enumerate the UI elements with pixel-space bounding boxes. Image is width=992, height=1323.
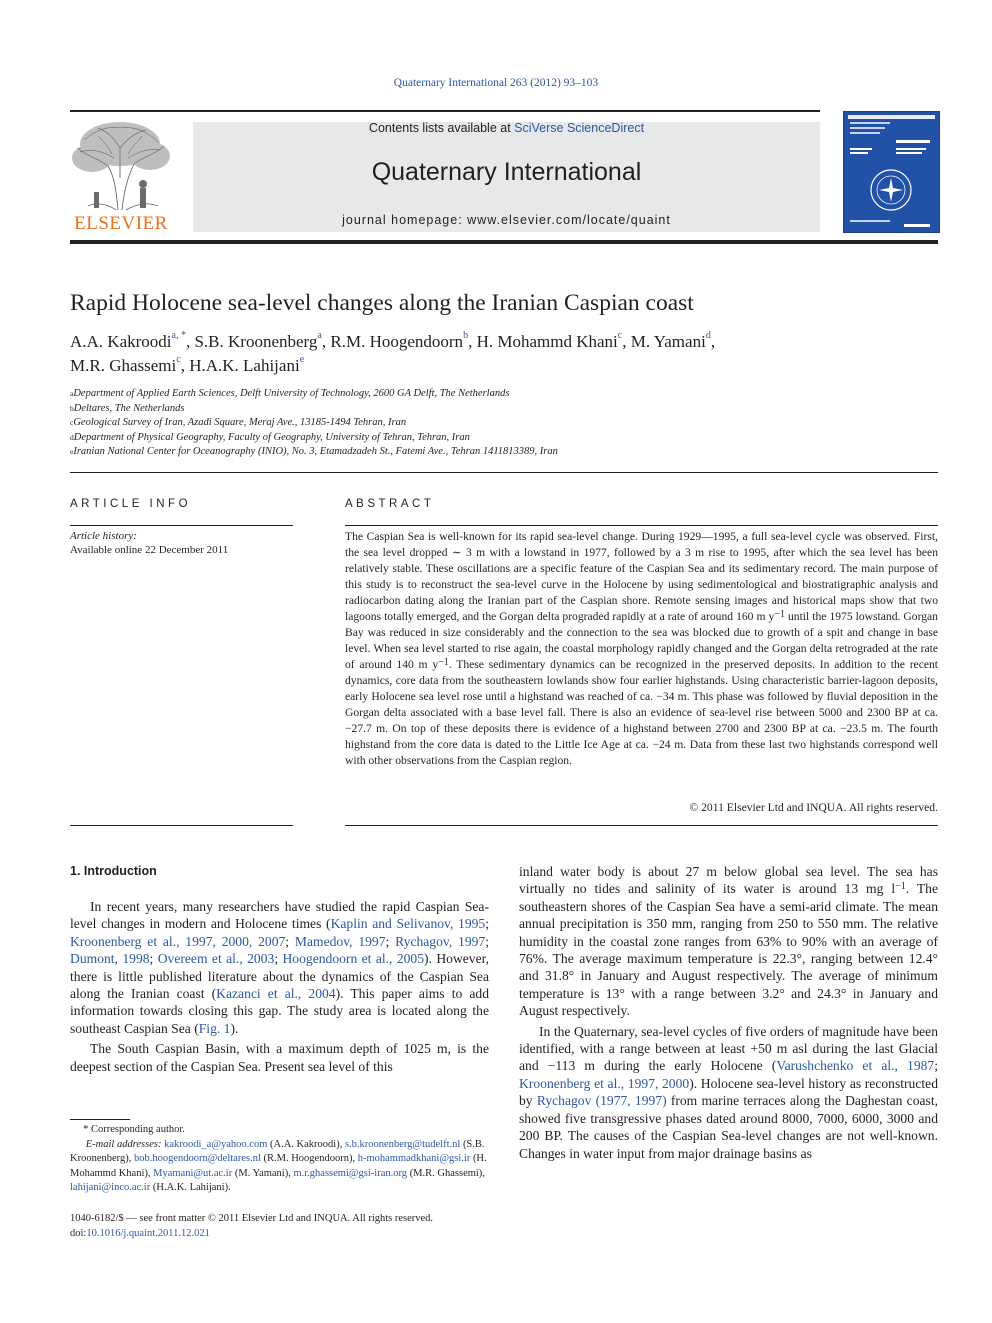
- citation-link[interactable]: Kazanci et al., 2004: [216, 986, 336, 1002]
- paragraph: In recent years, many researchers have studied the rapid Caspian Sea-level changes in modern and Holocene times (Kaplin and Selivanov, 1995; Kroonenberg et al., 1997, 2000, 2007; Mamedov, 1997; Rychagov, 1997; Dumont, 1998; Overeem et al., 2003; Hoogendoorn et al., 2005). However, there is little published literature about the dynamics of the Caspian Sea along the Iranian coast (Kazanci et al., 2004). This paper aims to add information towards closing this gap. The study area is located along the southeast Caspian Sea (Fig. 1).: [70, 899, 490, 1036]
- doi-link[interactable]: 10.1016/j.quaint.2011.12.021: [86, 1227, 210, 1239]
- author-affil-link[interactable]: a, *: [171, 330, 186, 341]
- abstract-rule: [345, 525, 938, 526]
- email-link[interactable]: Myamani@ut.ac.ir: [153, 1167, 233, 1179]
- author-line-1: A.A. Kakroodi$^{a, *}$, S.B. Kroonenberg$^a$, R.M. Hoogendoorn$^b$, H. Mohammd Khani$^c$, M. Yamani$^d$,: [70, 330, 716, 351]
- footnote-rule: [70, 1119, 130, 1120]
- affiliation-key: a: [70, 389, 74, 398]
- author-name: M. Yamani: [630, 332, 706, 351]
- affiliation-key: c: [70, 418, 74, 427]
- affiliation-item: [70, 445, 558, 460]
- journal-cover-image: [843, 111, 940, 233]
- paragraph: The South Caspian Basin, with a maximum depth of 1025 m, is the deepest section of the Caspian Sea. Present sea level of this: [70, 1041, 489, 1074]
- affiliation-item: [70, 387, 558, 402]
- author-name: H. Mohammd Khani: [476, 332, 618, 351]
- body-left-column: [70, 898, 489, 1075]
- corresponding-author-text: Corresponding author.: [91, 1124, 185, 1135]
- journal-name: Quaternary International: [371, 158, 642, 186]
- contents-available-line: [193, 121, 820, 135]
- affiliations-list: [70, 387, 558, 460]
- issn-doi-block: [70, 1212, 433, 1241]
- header-top-rule: [70, 110, 820, 112]
- header-bottom-rule: [70, 240, 938, 244]
- email-label: E-mail addresses:: [85, 1138, 162, 1150]
- abstract-text: The Caspian Sea is well-known for its rapid sea-level change. During 1929—1995, a full sea-level cycle was observed. First, the sea level dropped ∼ 3 m with a lowstand in 1977, followed by a 3 m rise to 1995, after which the sea level has been relatively stable. These oscillations are a specific feature of the Caspian Sea and its sedimentary record. The main purpose of this study is to reconstruct the sea-level curve in the Holocene by using sedimentological and biostratigraphic analysis and radiocarbon dating along the Iranian part of the Caspian shore. Remote sensing images and historical maps show that two lagoons totally emerged, and the Gorgan delta prograded rapidly at a rate of around 160 m $y^{-1}$ until the 1975 lowstand. Gorgan Bay was reduced in size considerably and the connection to the sea was blocked due to growth of a spit and change in base level. When sea level started to rise again, the coastal morphology rapidly changed and the Gorgan delta retrograded at the rate of around 140 m $y^{-1}$. These sedimentary dynamics can be recognized in the preserved deposits. In addition to the recent dynamics, core data from the southeastern lowlands show four earlier highstands. Using characteristic barrier-lagoon deposits, early Holocene sea level rose until a highstand was reached of ca. −34 m. This phase was followed by fluvial deposition in the Gorgan delta associated with a base level fall. There is also an evidence of sea-level rise between 5000 and 2300 BP at ca. −27.7 m. On top of these deposits there is evidence of a highstand between 2700 and 2300 BP at ca. −23.5 m. The fourth highstand from the core data is dated to the Little Ice Age at ca. −24 m. Data from these last two highstands correspond well with other observations from the Caspian region.: [345, 530, 939, 767]
- citation-link[interactable]: Varushchenko et al., 1987: [776, 1058, 935, 1074]
- affiliation-text: Deltares, The Netherlands: [73, 402, 185, 414]
- citation-link[interactable]: Rychagov, 1997: [395, 933, 486, 949]
- email-link[interactable]: kakroodi_a@yahoo.com: [164, 1138, 268, 1150]
- figure-link[interactable]: Fig. 1: [198, 1020, 231, 1036]
- footnotes: [70, 1123, 500, 1196]
- citation-link[interactable]: Overeem et al., 2003: [157, 951, 275, 967]
- article-history-label: Article history:: [70, 530, 137, 542]
- email-addresses: E-mail addresses: kakroodi_a@yahoo.com (A.A. Kakroodi), s.b.kroonenberg@tudelft.nl (S.B. Kroonenberg), bob.hoogendoorn@deltares.nl (R.M. Hoogendoorn), h-mohammadkhani@gsi.ir (H. Mohammd Khani), Myamani@ut.ac.ir (M. Yamani), m.r.ghassemi@gsi-iran.org (M.R. Ghassemi), lahijani@inco.ac.ir (H.A.K. Lahijani).: [70, 1138, 487, 1193]
- article-info-bottom-rule: [70, 825, 293, 826]
- author-name: H.A.K. Lahijani: [189, 356, 300, 375]
- article-info-rule: [70, 525, 293, 526]
- sciencedirect-link[interactable]: SciVerse ScienceDirect: [514, 121, 645, 135]
- citation-link[interactable]: Rychagov (1977, 1997): [536, 1093, 667, 1109]
- elsevier-wordmark: ELSEVIER: [74, 213, 168, 234]
- journal-homepage-line: [193, 213, 820, 227]
- homepage-prefix: journal homepage:: [342, 213, 468, 227]
- abstract-bottom-rule: [345, 825, 938, 826]
- author-affil-link[interactable]: a: [317, 330, 322, 341]
- affiliation-text: Iranian National Center for Oceanography (INIO), No. 3, Etamadzadeh St., Fatemi Ave., Tehran 1411813389, Iran: [73, 446, 558, 457]
- issn-line: 1040-6182/$ — see front matter © 2011 Elsevier Ltd and INQUA. All rights reserved.: [70, 1213, 434, 1224]
- email-link[interactable]: bob.hoogendoorn@deltares.nl: [133, 1153, 261, 1164]
- paragraph: In the Quaternary, sea-level cycles of five orders of magnitude have been identified, with a range between at least +50 m asl during the last Glacial and −113 m during the early Holocene (Varushchenko et al., 1987; Kroonenberg et al., 1997, 2000). Holocene sea-level history as reconstructed by Rychagov (1977, 1997) from marine terraces along the Daghestan coast, showed five transgressive phases dated around 8000, 7000, 6000, 3000 and 200 BP. The causes of the Caspian Sea-level changes are not well-known. Changes in water input from major drainage basins as: [519, 1023, 938, 1161]
- author-line-2: M.R. Ghassemi$^c$, H.A.K. Lahijani$^e$: [70, 354, 305, 375]
- body-right-column: [519, 863, 938, 1162]
- homepage-url-link[interactable]: www.elsevier.com/locate/quaint: [467, 213, 671, 227]
- author-name: S.B. Kroonenberg: [194, 332, 318, 351]
- paper-title: Rapid Holocene sea-level changes along the Iranian Caspian coast: [70, 290, 694, 316]
- corresponding-author-note: * Corresponding author.: [70, 1124, 185, 1135]
- email-link[interactable]: lahijani@inco.ac.ir: [70, 1182, 151, 1193]
- affiliation-text: Geological Survey of Iran, Azadi Square, Meraj Ave., 13185-1494 Tehran, Iran: [73, 417, 407, 428]
- citation-link[interactable]: Kaplin and Selivanov, 1995: [330, 916, 486, 932]
- email-link[interactable]: s.b.kroonenberg@tudelft.nl: [344, 1138, 461, 1150]
- author-affil-link[interactable]: b: [463, 330, 469, 341]
- journal-cover-icon: [844, 112, 939, 232]
- article-history-value: Available online 22 December 2011: [70, 544, 229, 556]
- citation-link[interactable]: Dumont, 1998: [70, 951, 150, 967]
- paragraph: inland water body is about 27 m below global sea level. The sea has virtually no tides and salinity of its water is around 13 mg $l^{-1}$. The southeastern shores of the Caspian Sea have a semi-arid climate. The mean annual precipitation is 350 mm, ranging from 250 to 550 mm. The relative humidity in the coastal zone ranges from 63% to 90% with an average of 76%. The average maximum temperature is 22.3°, ranging between 12.4° and 31.8° in January and August respectively. The average of minimum temperature is 13° with a range between 3.2° and 24.3° in January and August respectively.: [519, 864, 939, 1019]
- email-link[interactable]: m.r.ghassemi@gsi-iran.org: [293, 1167, 408, 1179]
- author-affil-link[interactable]: c: [176, 354, 181, 365]
- introduction-heading: 1. Introduction: [70, 864, 157, 878]
- contents-prefix: Contents lists available at: [368, 121, 515, 135]
- author-name: A.A. Kakroodi: [70, 332, 172, 351]
- affiliation-key: b: [70, 403, 74, 413]
- abstract-heading: ABSTRACT: [345, 498, 435, 510]
- affiliation-key: d: [70, 432, 74, 442]
- affiliation-key: e: [70, 447, 74, 456]
- abstract-copyright: © 2011 Elsevier Ltd and INQUA. All rights reserved.: [689, 801, 938, 814]
- email-link[interactable]: h-mohammadkhani@gsi.ir: [357, 1153, 471, 1164]
- affiliation-text: Department of Applied Earth Sciences, Delft University of Technology, 2600 GA Delft, The Netherlands: [73, 388, 510, 399]
- affiliation-text: Department of Physical Geography, Faculty of Geography, University of Tehran, Tehran, Iran: [73, 431, 470, 443]
- author-name: R.M. Hoogendoorn: [330, 332, 464, 351]
- affiliation-item: [70, 402, 558, 417]
- affiliation-item: [70, 416, 558, 431]
- article-info-heading: ARTICLE INFO: [70, 498, 192, 510]
- author-affil-link[interactable]: d: [705, 330, 711, 341]
- doi-prefix: doi:: [70, 1227, 87, 1239]
- author-name: M.R. Ghassemi: [70, 356, 177, 375]
- author-affil-link[interactable]: c: [617, 330, 623, 341]
- affiliations-rule: [70, 472, 938, 473]
- journal-citation[interactable]: Quaternary International 263 (2012) 93–103: [393, 77, 599, 89]
- citation-link[interactable]: Hoogendoorn et al., 2005: [282, 951, 425, 967]
- citation-link[interactable]: Kroonenberg et al., 1997, 2000: [519, 1075, 690, 1091]
- tree-icon: [68, 118, 174, 214]
- doi-line: [70, 1227, 433, 1242]
- citation-link[interactable]: Mamedov, 1997: [294, 933, 386, 949]
- affiliation-item: [70, 431, 558, 446]
- citation-link[interactable]: Kroonenberg et al., 1997, 2000, 2007: [70, 933, 286, 949]
- author-affil-link[interactable]: e: [299, 354, 305, 365]
